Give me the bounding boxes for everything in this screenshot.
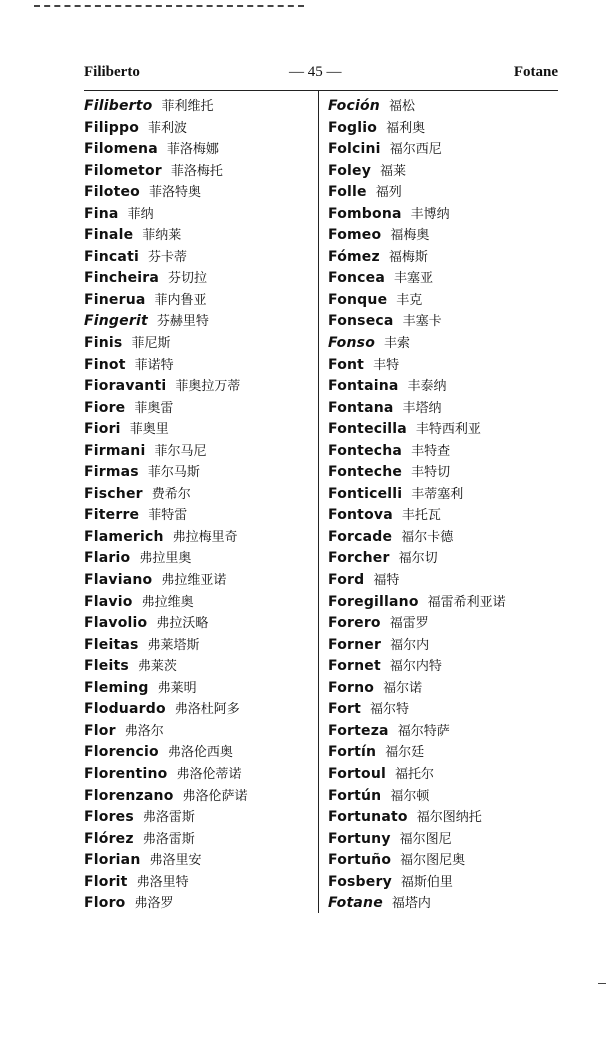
entry-name: Fortún (328, 787, 382, 804)
dictionary-entry (328, 396, 560, 418)
header-last-entry: Fotane (513, 64, 558, 80)
dictionary-entry (328, 633, 560, 655)
entry-name: Fingerit (84, 313, 148, 330)
entry-translation: 菲洛特奥 (149, 185, 202, 201)
entry-translation: 丰蒂塞利 (411, 486, 464, 502)
entry-translation: 丰博纳 (410, 206, 450, 222)
entry-name: Fosbery (328, 873, 392, 890)
entry-name: Fombona (328, 205, 402, 222)
entry-name: Fleitas (84, 636, 139, 653)
entry-name: Florencio (84, 744, 159, 761)
entry-translation: 菲奥里 (129, 422, 169, 438)
dictionary-entry (328, 460, 560, 482)
header-first-entry: Filiberto (84, 64, 140, 80)
entry-name: Filippo (84, 119, 140, 136)
dictionary-entry (84, 546, 312, 568)
entry-translation: 弗莱塔斯 (147, 637, 200, 653)
entry-translation: 福尔内特 (389, 659, 442, 675)
entry-translation: 菲尔马尼 (154, 443, 207, 459)
entry-translation: 弗洛伦萨诺 (182, 788, 248, 804)
dictionary-entry (328, 848, 560, 870)
dictionary-entry (328, 202, 560, 224)
dictionary-entry (84, 870, 312, 892)
entry-translation: 福托尔 (395, 766, 435, 782)
entry-translation: 福特 (373, 573, 400, 589)
entry-name: Flaviano (84, 572, 153, 589)
entry-name: Fonso (328, 335, 376, 352)
dictionary-entry (328, 374, 560, 396)
entry-translation: 丰特查 (411, 443, 451, 459)
dictionary-entry (84, 159, 312, 181)
dictionary-entry (84, 482, 312, 504)
entry-translation: 菲特雷 (148, 508, 188, 524)
left-column (84, 94, 312, 913)
entry-name: Fincati (84, 248, 139, 265)
entry-name: Floduardo (84, 701, 166, 718)
page-header (84, 64, 558, 86)
entry-name: Fina (84, 205, 119, 222)
dictionary-entry (84, 245, 312, 267)
entry-name: Fonticelli (328, 485, 403, 502)
right-column (328, 94, 560, 913)
entry-translation: 弗拉沃略 (156, 616, 209, 632)
entry-translation: 弗洛雷斯 (142, 810, 195, 826)
dictionary-entry (84, 439, 312, 461)
entry-name: Fomeo (328, 227, 382, 244)
entry-translation: 丰索 (384, 336, 411, 352)
dictionary-entry (328, 805, 560, 827)
dictionary-entry (328, 611, 560, 633)
entry-translation: 丰泰纳 (407, 379, 447, 395)
dictionary-entry (328, 245, 560, 267)
entry-name: Firmas (84, 464, 139, 481)
entry-name: Fonque (328, 291, 388, 308)
entry-name: Fonseca (328, 313, 394, 330)
dictionary-entry (84, 848, 312, 870)
entry-translation: 福尔卡德 (401, 529, 454, 545)
entry-translation: 弗洛雷斯 (142, 831, 195, 847)
entry-name: Flor (84, 722, 116, 739)
entry-translation: 丰塔纳 (402, 400, 442, 416)
entry-name: Folle (328, 184, 367, 201)
entry-translation: 弗拉维奥 (141, 594, 194, 610)
entry-translation: 菲利维托 (161, 99, 214, 114)
dictionary-entry (328, 116, 560, 138)
dictionary-entry (84, 396, 312, 418)
entry-translation: 弗洛伦蒂诺 (176, 766, 242, 782)
entry-translation: 菲洛梅娜 (166, 142, 219, 158)
entry-name: Fontecilla (328, 421, 407, 438)
entry-translation: 弗莱明 (157, 680, 197, 696)
dictionary-entry (328, 223, 560, 245)
entry-name: Filomena (84, 141, 158, 158)
dictionary-entry (84, 503, 312, 525)
entry-name: Flavio (84, 593, 133, 610)
entry-translation: 福尔图尼 (399, 831, 452, 847)
dictionary-entry (84, 762, 312, 784)
entry-name: Fortuny (328, 830, 391, 847)
dictionary-entry (84, 309, 312, 331)
entry-translation: 福莱 (380, 163, 407, 179)
entry-name: Foncea (328, 270, 386, 287)
entry-name: Flavolio (84, 615, 148, 632)
entry-name: Fómez (328, 248, 380, 265)
dictionary-entry (84, 525, 312, 547)
dictionary-entry (328, 870, 560, 892)
dictionary-entry (328, 353, 560, 375)
dictionary-entry (84, 417, 312, 439)
entry-translation: 弗拉梅里奇 (172, 529, 238, 545)
entry-name: Florit (84, 873, 128, 890)
entry-name: Forcade (328, 528, 393, 545)
entry-translation: 芬赫里特 (156, 314, 209, 330)
dictionary-entry (84, 590, 312, 612)
dictionary-entry (328, 719, 560, 741)
entry-name: Fontana (328, 399, 394, 416)
dictionary-entry (84, 697, 312, 719)
entry-translation: 福尔诺 (383, 680, 423, 696)
entry-translation: 福松 (388, 99, 415, 114)
dictionary-entry (84, 460, 312, 482)
dictionary-entry (84, 223, 312, 245)
entry-name: Font (328, 356, 365, 373)
entry-translation: 福尔廷 (385, 745, 425, 761)
dictionary-entry (84, 94, 312, 116)
dictionary-entry (328, 568, 560, 590)
dictionary-entry (328, 439, 560, 461)
dictionary-entry (84, 331, 312, 353)
entry-name: Flórez (84, 830, 134, 847)
entry-name: Folcini (328, 141, 381, 158)
entry-translation: 弗拉里奥 (139, 551, 192, 567)
entry-name: Filiberto (84, 98, 153, 114)
entry-translation: 弗洛杜阿多 (174, 702, 240, 718)
entry-name: Finale (84, 227, 134, 244)
dictionary-entry (84, 353, 312, 375)
entry-translation: 弗洛罗 (134, 896, 174, 912)
entry-translation: 菲奥拉万蒂 (175, 379, 241, 395)
entry-translation: 福尔西尼 (389, 142, 442, 158)
entry-name: Flores (84, 809, 134, 826)
entry-translation: 福塔内 (391, 896, 431, 912)
entry-translation: 弗洛里特 (136, 874, 189, 890)
entry-name: Finerua (84, 291, 146, 308)
entry-translation: 菲洛梅托 (170, 163, 223, 179)
entry-translation: 菲尔马斯 (147, 465, 200, 481)
entry-name: Flario (84, 550, 131, 567)
entry-name: Fortoul (328, 765, 386, 782)
dictionary-entry (328, 784, 560, 806)
entry-translation: 丰特西利亚 (415, 422, 481, 438)
entry-name: Florian (84, 852, 141, 869)
entry-name: Foglio (328, 119, 378, 136)
entry-translation: 芬切拉 (168, 271, 208, 287)
entry-name: Fonteche (328, 464, 403, 481)
entry-translation: 菲利波 (148, 120, 188, 136)
entry-translation: 菲诺特 (134, 357, 174, 373)
entry-name: Fortuño (328, 852, 392, 869)
entry-name: Fischer (84, 485, 143, 502)
dictionary-entry (328, 503, 560, 525)
entry-name: Forno (328, 679, 375, 696)
dictionary-entry (84, 784, 312, 806)
entry-name: Firmani (84, 442, 146, 459)
dictionary-entry (328, 762, 560, 784)
entry-translation: 丰塞亚 (394, 271, 434, 287)
dictionary-entry (328, 288, 560, 310)
entry-name: Fort (328, 701, 362, 718)
dictionary-entry (84, 805, 312, 827)
dictionary-entry (328, 827, 560, 849)
dictionary-entry (328, 94, 560, 116)
entry-name: Finot (84, 356, 126, 373)
entry-translation: 菲尼斯 (131, 336, 171, 352)
dictionary-entry (84, 719, 312, 741)
page-number: — 45 — (289, 64, 342, 80)
entry-translation: 福雷罗 (389, 616, 429, 632)
entry-translation: 弗拉维亚诺 (161, 573, 227, 589)
entry-name: Forteza (328, 722, 389, 739)
dictionary-entry (84, 374, 312, 396)
entry-name: Ford (328, 572, 365, 589)
entry-name: Fiore (84, 399, 126, 416)
entry-name: Foley (328, 162, 372, 179)
entry-name: Fioravanti (84, 378, 167, 395)
entry-translation: 福梅斯 (388, 249, 428, 265)
entry-translation: 丰托瓦 (401, 508, 441, 524)
entry-translation: 福尔内 (390, 637, 430, 653)
dictionary-entry (84, 654, 312, 676)
entry-name: Fiori (84, 421, 121, 438)
dictionary-entry (84, 180, 312, 202)
dictionary-entry (84, 611, 312, 633)
entry-translation: 福尔图尼奥 (400, 853, 466, 869)
dictionary-entry (84, 568, 312, 590)
column-divider (318, 91, 319, 913)
dictionary-entry (328, 266, 560, 288)
dictionary-entry (328, 180, 560, 202)
entry-translation: 丰特 (373, 357, 400, 373)
dictionary-entry (328, 159, 560, 181)
entry-translation: 福尔特萨 (397, 723, 450, 739)
dictionary-entry (84, 740, 312, 762)
dictionary-entry (328, 309, 560, 331)
dictionary-entry (328, 331, 560, 353)
entry-name: Floro (84, 895, 126, 912)
entry-translation: 丰特切 (411, 465, 451, 481)
entry-translation: 福利奥 (386, 120, 426, 136)
margin-mark (598, 983, 606, 984)
entry-translation: 弗洛里安 (149, 853, 202, 869)
entry-translation: 丰克 (396, 292, 423, 308)
dictionary-entry (84, 202, 312, 224)
dictionary-entry (84, 288, 312, 310)
dictionary-entry (84, 137, 312, 159)
entry-name: Fontova (328, 507, 393, 524)
dictionary-entry (328, 891, 560, 913)
entry-name: Finis (84, 335, 123, 352)
entry-translation: 福尔切 (398, 551, 438, 567)
entry-translation: 丰塞卡 (402, 314, 442, 330)
dictionary-entry (328, 546, 560, 568)
dictionary-entry (328, 590, 560, 612)
entry-name: Foción (328, 98, 380, 114)
entry-name: Filometor (84, 162, 162, 179)
dictionary-entry (328, 417, 560, 439)
entry-name: Flamerich (84, 528, 164, 545)
entry-name: Fiterre (84, 507, 140, 524)
entry-translation: 福雷希利亚诺 (427, 594, 506, 610)
entry-translation: 菲内鲁亚 (154, 292, 207, 308)
dictionary-entry (84, 116, 312, 138)
entry-translation: 福斯伯里 (400, 874, 453, 890)
dictionary-entry (328, 482, 560, 504)
entry-name: Fleming (84, 679, 149, 696)
dictionary-entry (328, 697, 560, 719)
dictionary-entry (328, 654, 560, 676)
dictionary-entry (328, 676, 560, 698)
entry-name: Fontecha (328, 442, 403, 459)
entry-name: Forner (328, 636, 382, 653)
entry-translation: 福列 (375, 185, 402, 201)
entry-translation: 菲奥雷 (134, 400, 174, 416)
entry-name: Fortunato (328, 809, 408, 826)
entry-translation: 福尔顿 (390, 788, 430, 804)
dictionary-entry (328, 137, 560, 159)
entry-translation: 费希尔 (151, 486, 191, 502)
entry-name: Fincheira (84, 270, 160, 287)
entry-name: Florenzano (84, 787, 174, 804)
entry-translation: 福梅奥 (390, 228, 430, 244)
entry-name: Fornet (328, 658, 381, 675)
dictionary-entry (328, 525, 560, 547)
entry-name: Filoteo (84, 184, 140, 201)
dictionary-entry (84, 633, 312, 655)
dictionary-entry (84, 676, 312, 698)
dictionary-entry (84, 266, 312, 288)
entry-name: Fleits (84, 658, 129, 675)
top-dashed-line (34, 5, 304, 9)
entry-translation: 弗洛尔 (124, 723, 164, 739)
entry-name: Fotane (328, 895, 383, 912)
entry-name: Forcher (328, 550, 390, 567)
entry-name: Forero (328, 615, 381, 632)
entry-translation: 芬卡蒂 (147, 249, 187, 265)
entry-translation: 弗洛伦西奥 (167, 745, 233, 761)
dictionary-entry (328, 740, 560, 762)
entry-translation: 菲纳 (127, 206, 154, 222)
entry-translation: 菲纳莱 (142, 228, 182, 244)
entry-translation: 福尔特 (370, 702, 410, 718)
entry-translation: 弗莱茨 (137, 659, 177, 675)
dictionary-entry (84, 891, 312, 913)
entry-name: Fontaina (328, 378, 399, 395)
dictionary-entry (84, 827, 312, 849)
entry-name: Foregillano (328, 593, 419, 610)
entry-name: Fortín (328, 744, 377, 761)
entry-name: Florentino (84, 765, 168, 782)
entry-translation: 福尔图纳托 (416, 810, 482, 826)
header-rule (84, 90, 558, 91)
